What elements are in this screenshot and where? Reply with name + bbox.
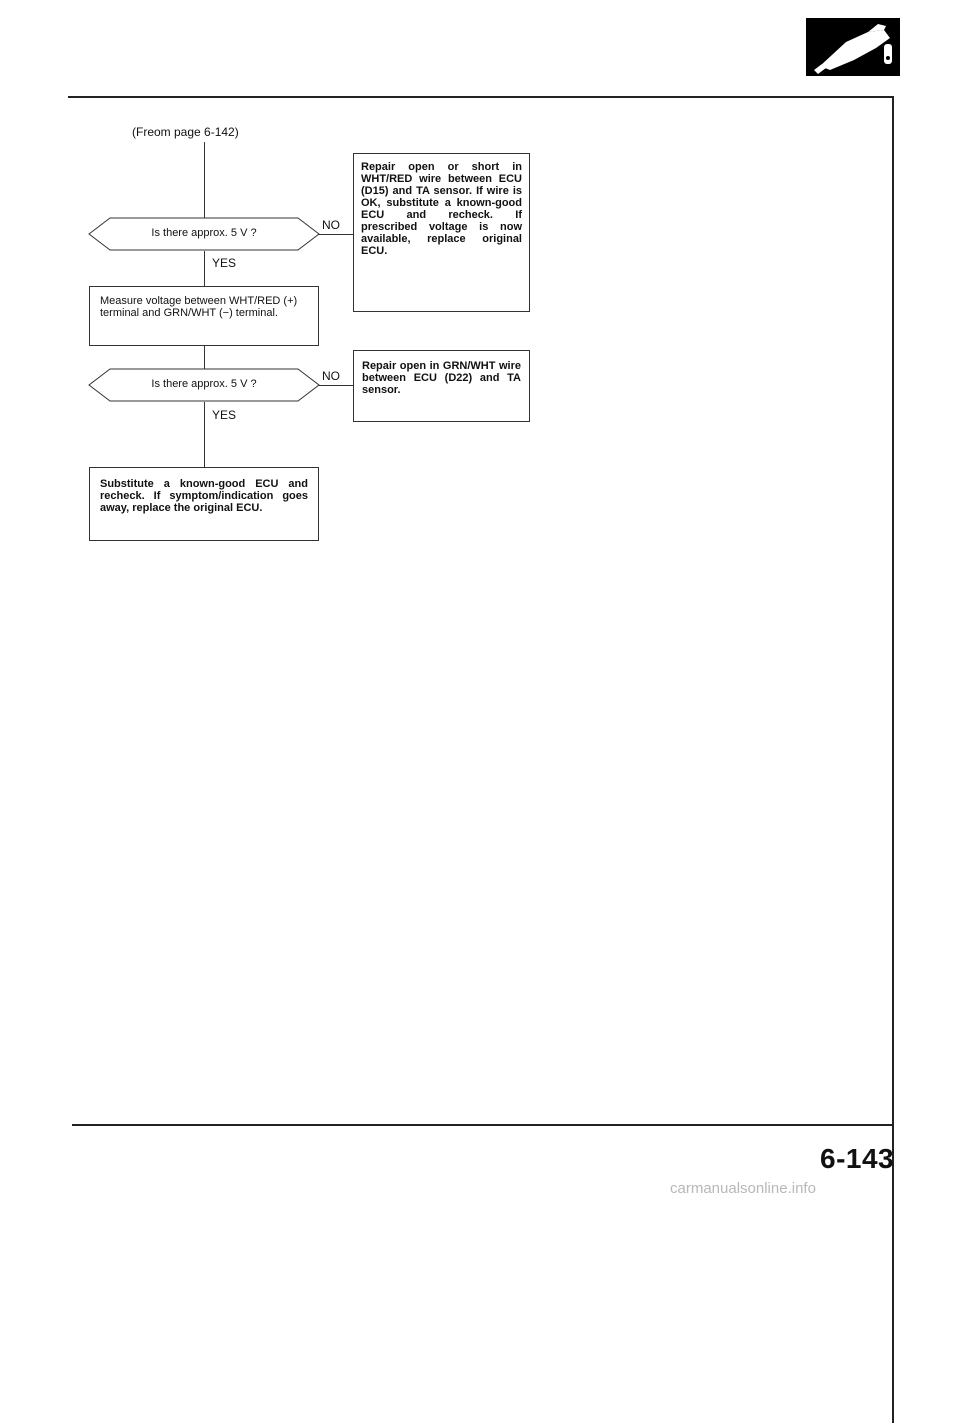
connector-line: [318, 234, 354, 235]
connector-line: [204, 345, 205, 369]
connector-line: [204, 402, 205, 468]
measure-box-text: Measure voltage between WHT/RED (+) terminal and GRN/WHT (−) terminal.: [100, 295, 298, 319]
repair-box-1-text: Repair open or short in WHT/RED wire between ECU (D15) and TA sensor. If wire is OK, substitute a known-good ECU and recheck. If prescribed voltage is now available, replace original ECU.: [361, 161, 522, 257]
repair-box-2-text: Repair open in GRN/WHT wire between ECU (D22) and TA sensor.: [362, 360, 521, 396]
connector-line: [204, 142, 205, 218]
decision-2: [88, 368, 320, 402]
decision-2-text: Is there approx. 5 V ?: [151, 378, 257, 390]
connector-line: [318, 385, 354, 386]
page-number: 6-143: [820, 1143, 895, 1174]
footer-watermark: carmanualsonline.info: [670, 1180, 816, 1197]
decision-1-text: Is there approx. 5 V ?: [151, 227, 257, 239]
decision-1: [88, 217, 320, 251]
final-box-text: Substitute a known-good ECU and recheck. If symptom/indication goes away, replace the original ECU.: [100, 478, 308, 514]
right-rule: [892, 97, 894, 1423]
fuel-injector-icon: [806, 18, 900, 76]
bottom-rule: [72, 1124, 894, 1126]
repair-box-2: [353, 350, 530, 422]
from-page-label: (Freom page 6-142): [132, 125, 239, 139]
no-label-1: NO: [322, 218, 340, 232]
connector-line: [204, 251, 205, 287]
final-box: [89, 467, 319, 541]
measure-box: [89, 286, 319, 346]
top-rule: [68, 96, 894, 98]
repair-box-1: [353, 153, 530, 312]
section-badge: [806, 18, 900, 76]
no-label-2: NO: [322, 369, 340, 383]
yes-label-1: YES: [212, 256, 237, 270]
yes-label-2: YES: [212, 408, 237, 422]
